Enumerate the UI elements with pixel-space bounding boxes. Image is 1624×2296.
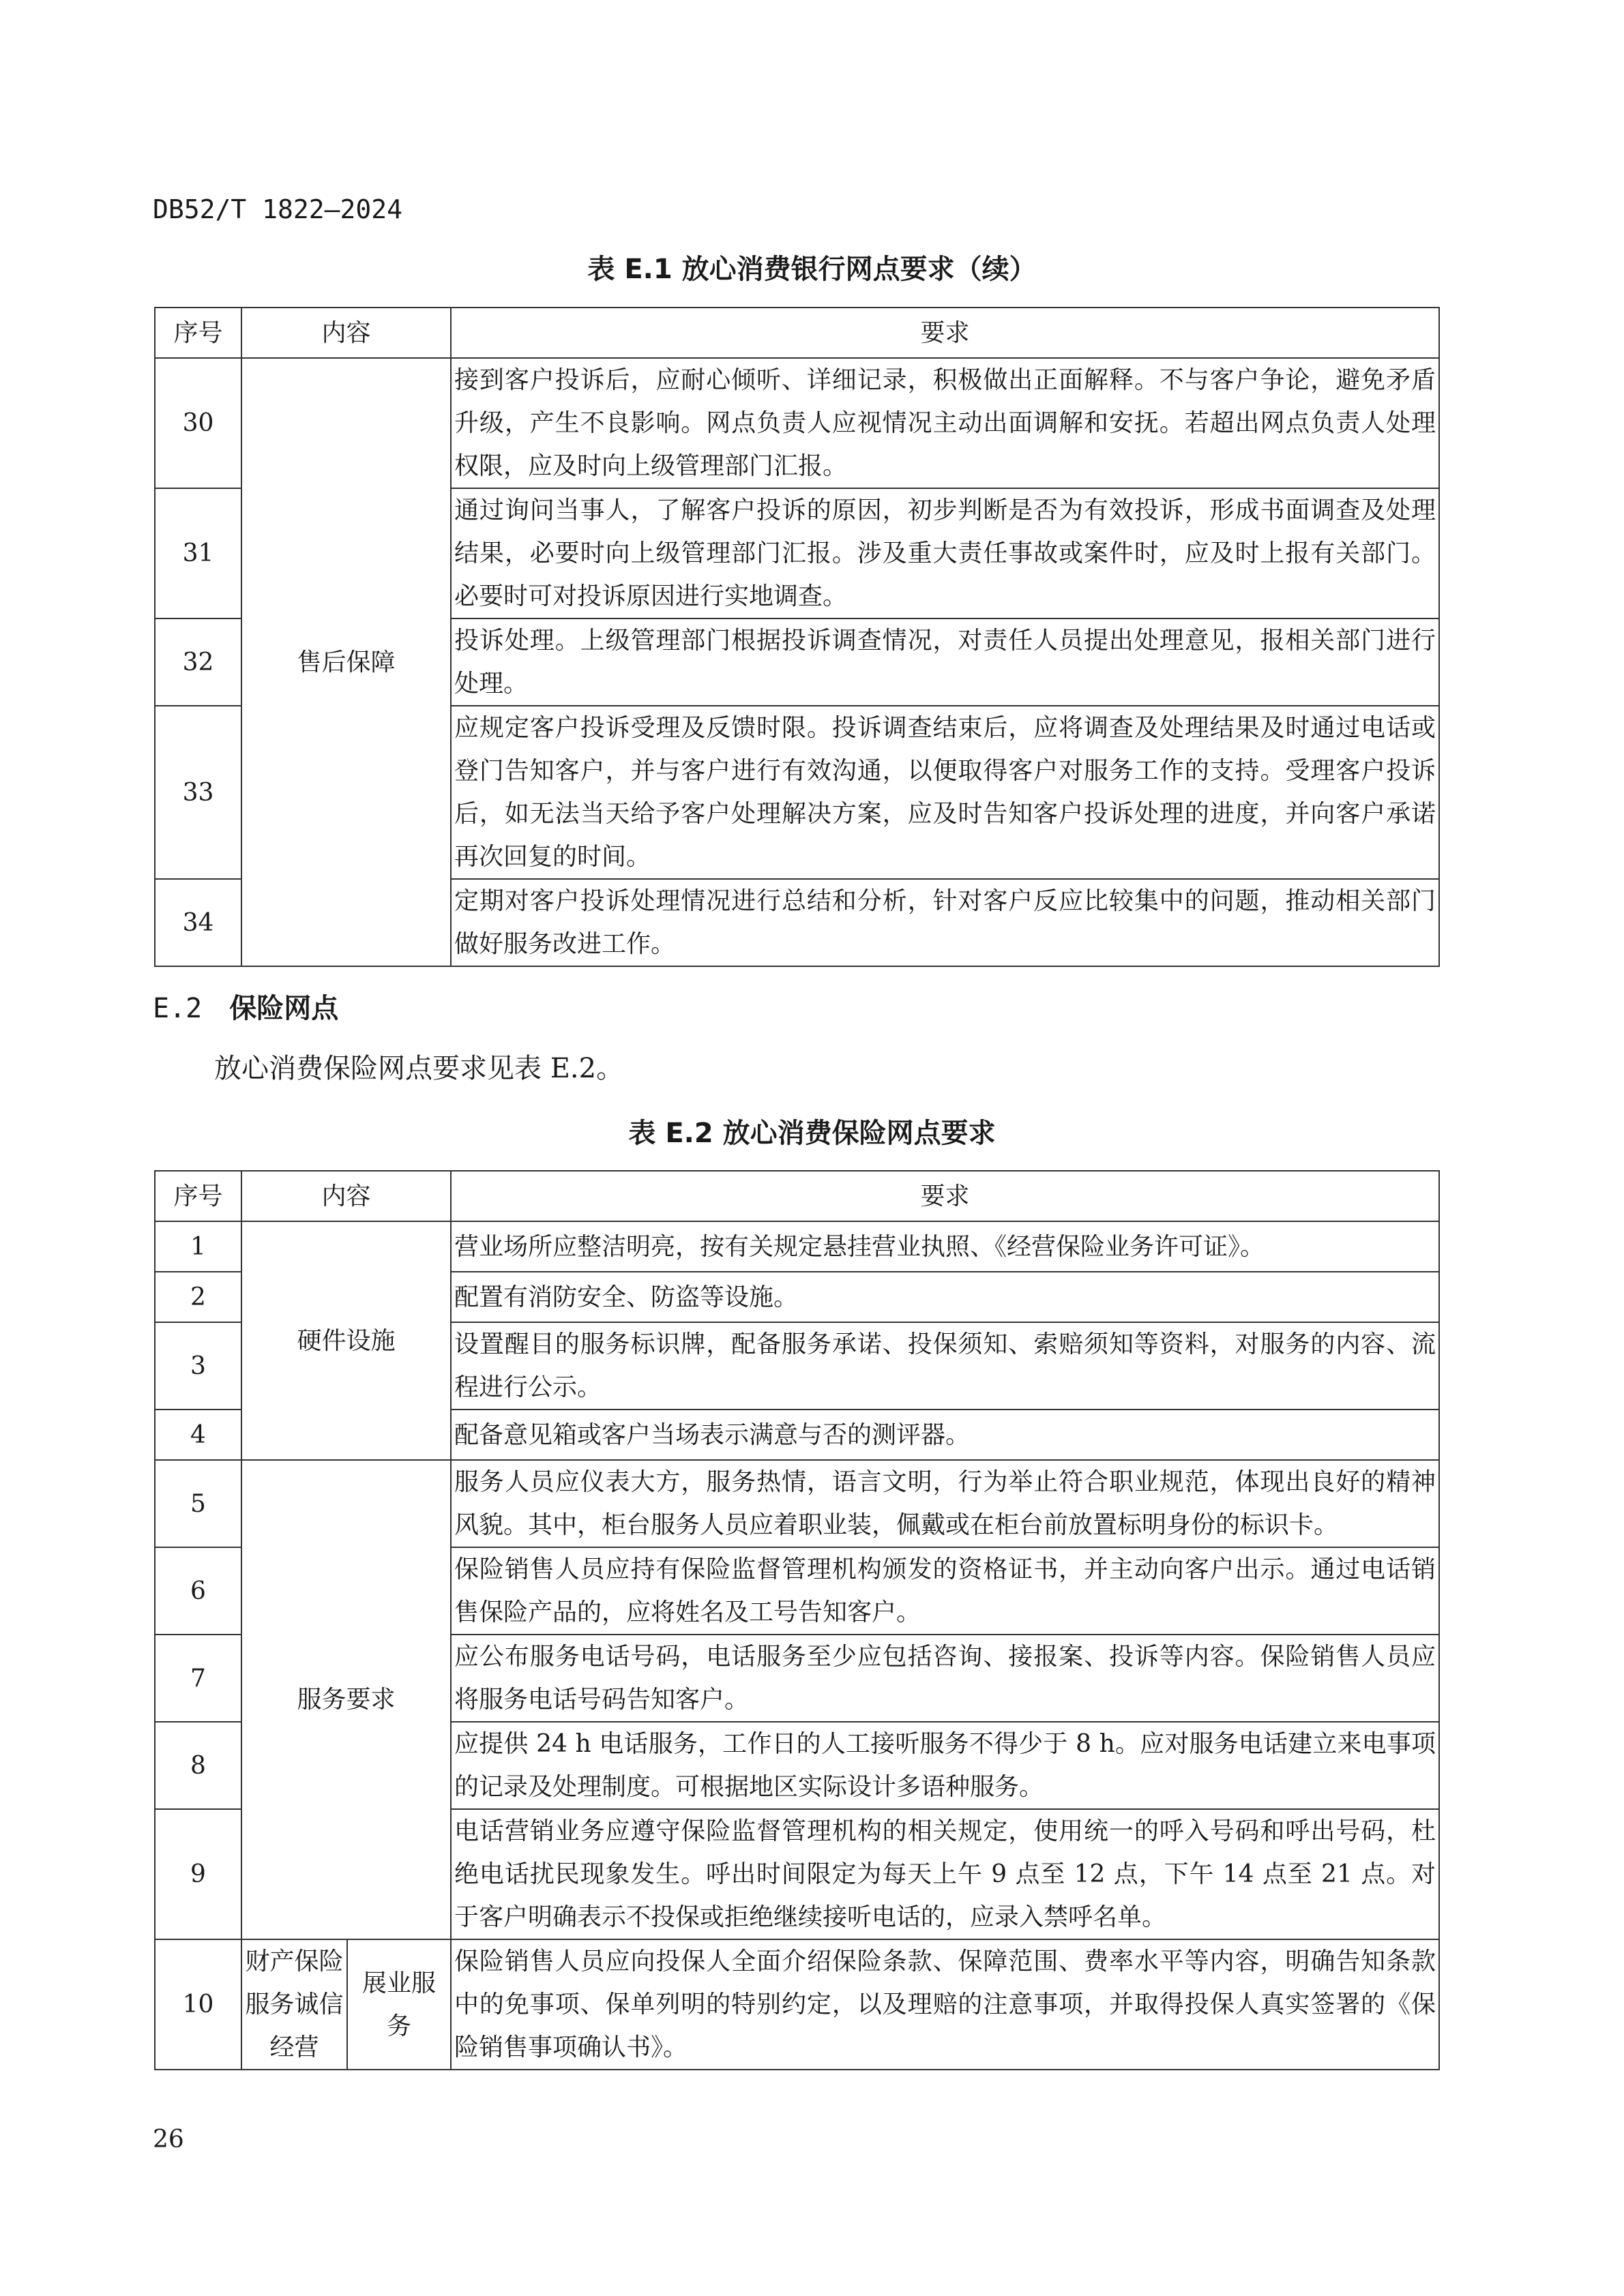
table1-title: 表 E.1 放心消费银行网点要求（续） [587, 254, 1037, 285]
table2-title: 表 E.2 放心消费保险网点要求 [628, 1118, 996, 1149]
row-number: 31 [155, 488, 241, 618]
section-paragraph: 放心消费保险网点要求见表 E.2。 [214, 1053, 624, 1084]
category-cell: 财产保险服务诚信经营 [241, 1939, 347, 2070]
row-number: 6 [155, 1547, 241, 1635]
row-number: 3 [155, 1322, 241, 1410]
requirement-text: 应规定客户投诉受理及反馈时限。投诉调查结束后，应将调查及处理结果及时通过电话或登门告知客户，并与客户进行有效沟通，以便取得客户对服务工作的支持。受理客户投诉后，如无法当天给予客户处理解决方案，应及时告知客户投诉处理的进度，并向客户承诺再次回复的时间。 [451, 706, 1439, 879]
requirement-text: 接到客户投诉后，应耐心倾听、详细记录，积极做出正面解释。不与客户争论，避免矛盾升级，产生不良影响。网点负责人应视情况主动出面调解和安抚。若超出网点负责人处理权限，应及时向上级管理部门汇报。 [451, 358, 1439, 488]
header-num: 序号 [155, 308, 241, 358]
requirement-text: 定期对客户投诉处理情况进行总结和分析，针对客户反应比较集中的问题，推动相关部门做好服务改进工作。 [451, 879, 1439, 966]
row-number: 7 [155, 1635, 241, 1722]
row-number: 33 [155, 706, 241, 879]
section-title: 保险网点 [229, 993, 339, 1024]
table-row [155, 1221, 1439, 1272]
header-req: 要求 [451, 308, 1439, 358]
row-number: 2 [155, 1272, 241, 1322]
requirement-text: 投诉处理。上级管理部门根据投诉调查情况，对责任人员提出处理意见，报相关部门进行处理。 [451, 618, 1439, 706]
header-content: 内容 [241, 1171, 451, 1221]
subcategory-cell: 展业服务 [347, 1939, 451, 2070]
table-row [155, 1939, 1439, 2070]
row-number: 5 [155, 1460, 241, 1547]
requirement-text: 保险销售人员应向投保人全面介绍保险条款、保障范围、费率水平等内容，明确告知条款中的免事项、保单列明的特别约定，以及理赔的注意事项，并取得投保人真实签署的《保险销售事项确认书》。 [451, 1939, 1439, 2070]
table-e1 [154, 307, 1440, 967]
table-e2 [154, 1170, 1440, 2070]
section-heading [153, 987, 338, 1026]
category-cell: 售后保障 [241, 358, 451, 966]
document-code: DB52/T 1822—2024 [153, 194, 403, 224]
requirement-text: 应提供 24 h 电话服务，工作日的人工接听服务不得少于 8 h。应对服务电话建立来电事项的记录及处理制度。可根据地区实际设计多语种服务。 [451, 1722, 1439, 1809]
requirement-text: 保险销售人员应持有保险监督管理机构颁发的资格证书，并主动向客户出示。通过电话销售保险产品的，应将姓名及工号告知客户。 [451, 1547, 1439, 1635]
section-number: E.2 [153, 993, 203, 1024]
row-number: 8 [155, 1722, 241, 1809]
table-header-row [155, 1171, 1439, 1221]
row-number: 30 [155, 358, 241, 488]
requirement-text: 应公布服务电话号码，电话服务至少应包括咨询、接报案、投诉等内容。保险销售人员应将服务电话号码告知客户。 [451, 1635, 1439, 1722]
row-number: 4 [155, 1410, 241, 1460]
requirement-text: 配置有消防安全、防盗等设施。 [451, 1272, 1439, 1322]
category-cell: 硬件设施 [241, 1221, 451, 1460]
header-content: 内容 [241, 308, 451, 358]
requirement-text: 设置醒目的服务标识牌，配备服务承诺、投保须知、索赔须知等资料，对服务的内容、流程进行公示。 [451, 1322, 1439, 1410]
header-req: 要求 [451, 1171, 1439, 1221]
requirement-text: 通过询问当事人，了解客户投诉的原因，初步判断是否为有效投诉，形成书面调查及处理结果，必要时向上级管理部门汇报。涉及重大责任事故或案件时，应及时上报有关部门。必要时可对投诉原因进行实地调查。 [451, 488, 1439, 618]
requirement-text: 服务人员应仪表大方，服务热情，语言文明，行为举止符合职业规范，体现出良好的精神风貌。其中，柜台服务人员应着职业装，佩戴或在柜台前放置标明身份的标识卡。 [451, 1460, 1439, 1547]
row-number: 34 [155, 879, 241, 966]
row-number: 1 [155, 1221, 241, 1272]
requirement-text: 配备意见箱或客户当场表示满意与否的测评器。 [451, 1410, 1439, 1460]
row-number: 9 [155, 1809, 241, 1939]
row-number: 32 [155, 618, 241, 706]
category-cell: 服务要求 [241, 1460, 451, 1939]
page-number: 26 [153, 2126, 184, 2153]
header-num: 序号 [155, 1171, 241, 1221]
row-number: 10 [155, 1939, 241, 2070]
table-header-row [155, 308, 1439, 358]
requirement-text: 营业场所应整洁明亮，按有关规定悬挂营业执照、《经营保险业务许可证》。 [451, 1221, 1439, 1272]
requirement-text: 电话营销业务应遵守保险监督管理机构的相关规定，使用统一的呼入号码和呼出号码，杜绝电话扰民现象发生。呼出时间限定为每天上午 9 点至 12 点，下午 14 点至 21 点。对于客户明确表示不投保或拒绝继续接听电话的，应录入禁呼名单。 [451, 1809, 1439, 1939]
table-row [155, 358, 1439, 488]
table-row [155, 1460, 1439, 1547]
